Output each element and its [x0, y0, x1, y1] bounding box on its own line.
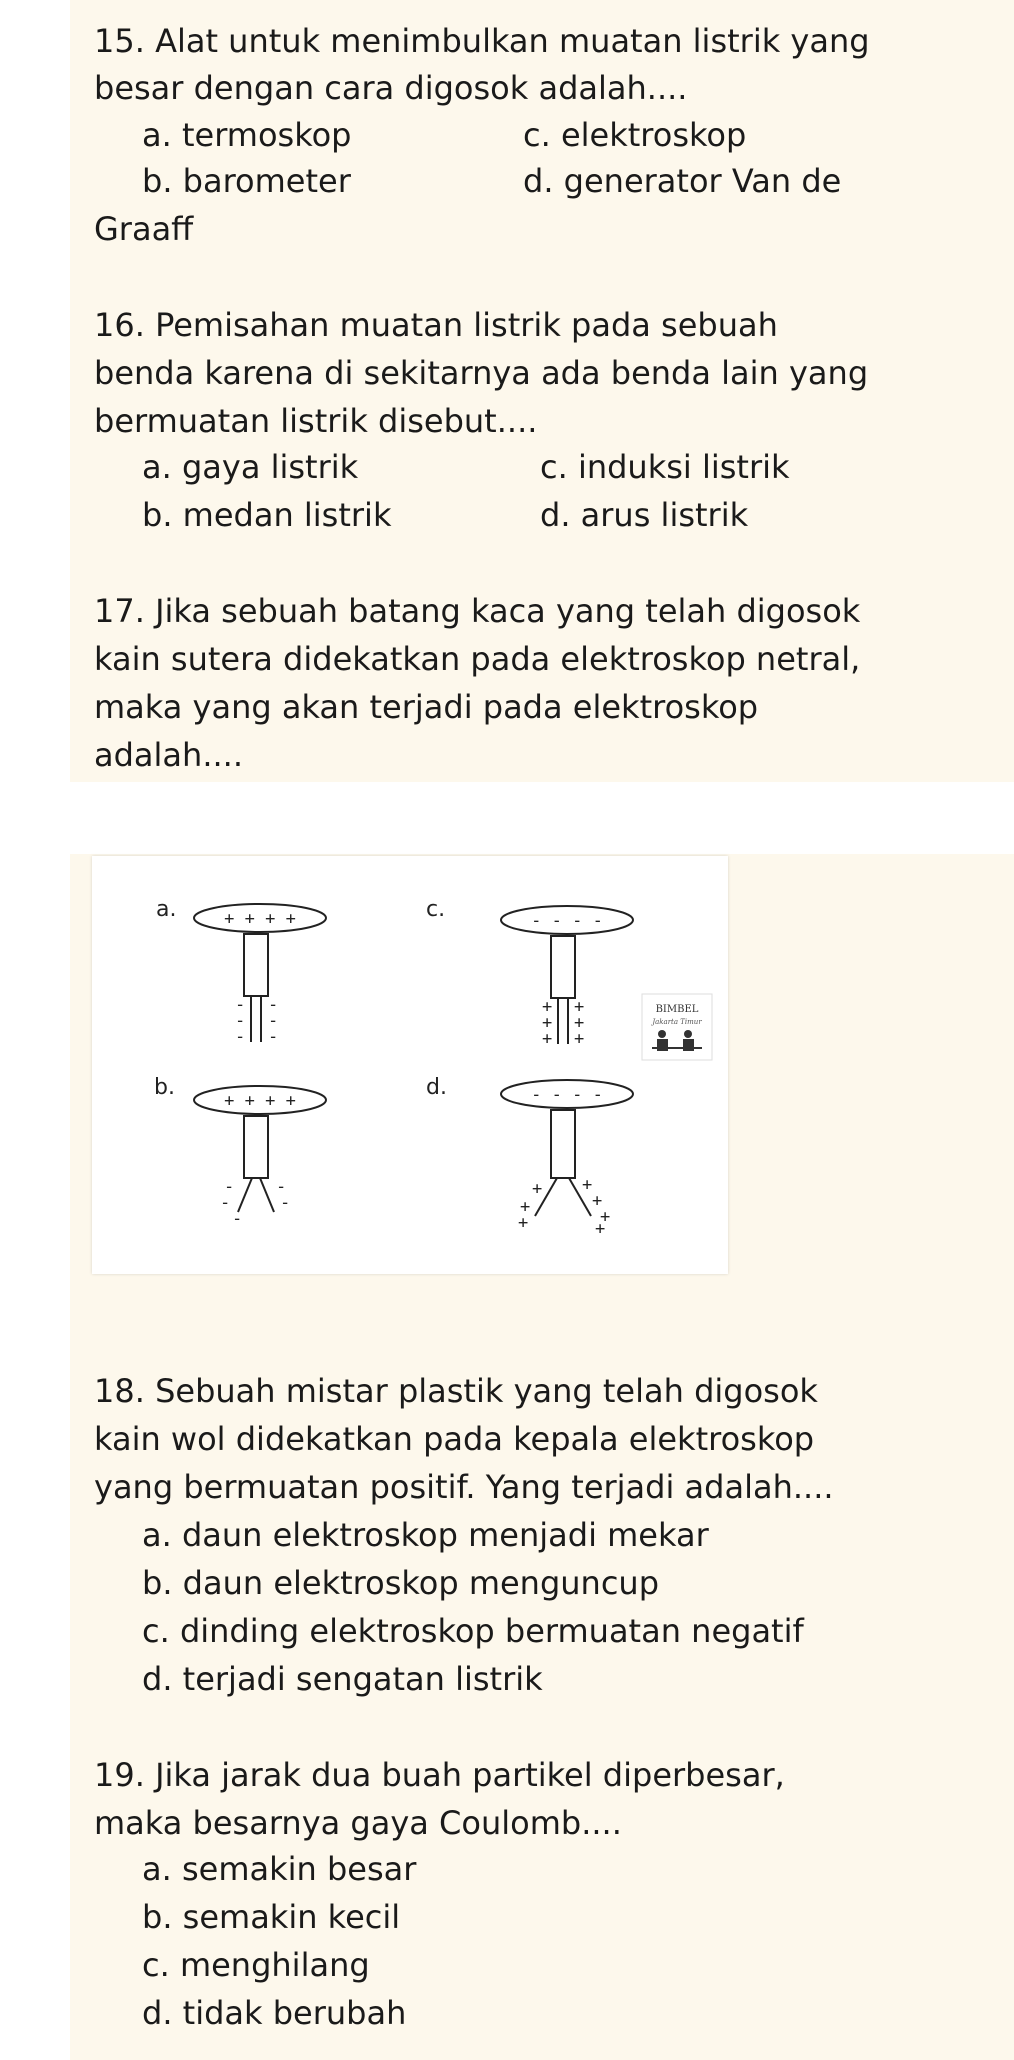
q18-line1: 18. Sebuah mistar plastik yang telah digosok — [94, 1372, 818, 1410]
leaf-c-charge: + — [574, 997, 585, 1017]
q19-option-a[interactable]: a. semakin besar — [142, 1850, 417, 1888]
leaf-d-charge: + — [532, 1179, 543, 1199]
leaf-c-charge: + — [574, 1013, 585, 1033]
q15-option-b[interactable]: b. barometer — [142, 162, 351, 200]
leaf-b-charge: - — [224, 1177, 235, 1197]
figure-label-d: d. — [426, 1075, 447, 1100]
q19-line1: 19. Jika jarak dua buah partikel diperbesar, — [94, 1756, 785, 1794]
q18-option-b[interactable]: b. daun elektroskop menguncup — [142, 1564, 660, 1602]
q18-line3: yang bermuatan positif. Yang terjadi adalah.... — [94, 1468, 834, 1506]
leaf-a-charge: - — [268, 995, 279, 1015]
q19-option-d[interactable]: d. tidak berubah — [142, 1994, 407, 2032]
figure-label-c: c. — [426, 897, 446, 922]
leaf-c-charge: + — [574, 1029, 585, 1049]
q16-line1: 16. Pemisahan muatan listrik pada sebuah — [94, 306, 778, 344]
leaf-c-charge: + — [542, 1013, 553, 1033]
leaf-d-charge: + — [518, 1213, 529, 1233]
q16-option-a[interactable]: a. gaya listrik — [142, 448, 359, 486]
electroscope-a-rod — [244, 934, 268, 996]
leaf-d-charge: + — [595, 1219, 606, 1239]
electroscope-d-rod — [551, 1110, 575, 1178]
leaf-a-charge: - — [268, 1011, 279, 1031]
leaf-a-charge: - — [268, 1027, 279, 1047]
figure-label-b: b. — [154, 1075, 175, 1100]
electroscope-c-rod — [551, 936, 575, 998]
q17-line1: 17. Jika sebuah batang kaca yang telah digosok — [94, 592, 861, 630]
q17-line4: adalah.... — [94, 736, 243, 774]
q18-option-a[interactable]: a. daun elektroskop menjadi mekar — [142, 1516, 709, 1554]
leaf-a-charge: - — [235, 995, 246, 1015]
leaf-d-charge: + — [582, 1175, 593, 1195]
q18-option-c[interactable]: c. dinding elektroskop bermuatan negatif — [142, 1612, 804, 1650]
electroscope-diagram — [92, 856, 728, 1274]
electroscope-b-rod — [244, 1116, 268, 1178]
bimbel-watermark-logo — [642, 994, 712, 1060]
head-c-charges: - - - - — [531, 911, 603, 931]
q17-line3: maka yang akan terjadi pada elektroskop — [94, 688, 759, 726]
q16-option-b[interactable]: b. medan listrik — [142, 496, 392, 534]
leaf-a-charge: - — [235, 1027, 246, 1047]
q15-line2: besar dengan cara digosok adalah.... — [94, 69, 688, 107]
q18-option-d[interactable]: d. terjadi sengatan listrik — [142, 1660, 543, 1698]
q16-line2: benda karena di sekitarnya ada benda lain yang — [94, 354, 869, 392]
leaf-b-charge: - — [280, 1193, 291, 1213]
leaf-c-charge: + — [542, 1029, 553, 1049]
figure-label-a: a. — [156, 897, 177, 922]
leaf-d-charge: + — [592, 1191, 603, 1211]
leaf-d-charge: + — [600, 1207, 611, 1227]
head-d-charges: - - - - — [531, 1085, 603, 1105]
q19-line2: maka besarnya gaya Coulomb.... — [94, 1804, 622, 1842]
q16-option-c[interactable]: c. induksi listrik — [540, 448, 790, 486]
leaf-a-charge: - — [235, 1011, 246, 1031]
electroscope-figure — [92, 856, 728, 1274]
q15-option-d[interactable]: d. generator Van de — [523, 162, 842, 200]
q16-option-d[interactable]: d. arus listrik — [540, 496, 749, 534]
leaf-b-charge: - — [232, 1209, 243, 1229]
q15-option-d-cont: Graaff — [94, 210, 194, 248]
head-a-charges: + + + + — [224, 909, 296, 929]
leaf-d-charge: + — [520, 1197, 531, 1217]
q15-option-c[interactable]: c. elektroskop — [523, 116, 747, 154]
svg-text:Jakarta Timur: Jakarta Timur — [652, 1018, 702, 1026]
q18-line2: kain wol didekatkan pada kepala elektroskop — [94, 1420, 815, 1458]
q19-option-b[interactable]: b. semakin kecil — [142, 1898, 401, 1936]
head-b-charges: + + + + — [224, 1091, 296, 1111]
svg-text:BIMBEL: BIMBEL — [655, 1004, 699, 1015]
q15-line1: 15. Alat untuk menimbulkan muatan listrik yang — [94, 22, 870, 60]
q15-option-a[interactable]: a. termoskop — [142, 116, 352, 154]
leaf-b-charge: - — [220, 1193, 231, 1213]
leaf-b-charge: - — [276, 1177, 287, 1197]
leaf-c-charge: + — [542, 997, 553, 1017]
q17-line2: kain sutera didekatkan pada elektroskop netral, — [94, 640, 861, 678]
q19-option-c[interactable]: c. menghilang — [142, 1946, 370, 1984]
q16-line3: bermuatan listrik disebut.... — [94, 402, 538, 440]
